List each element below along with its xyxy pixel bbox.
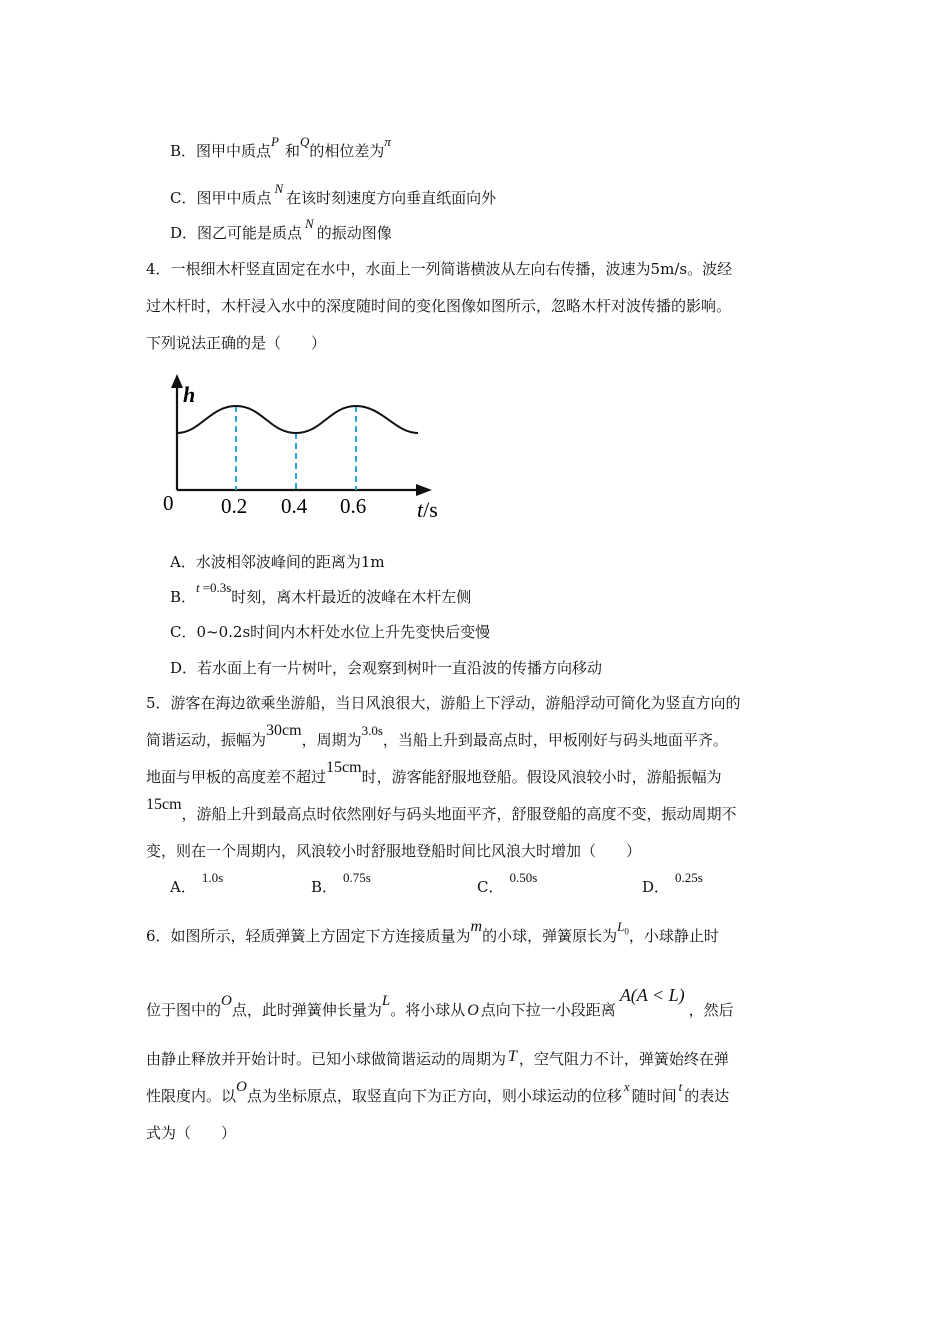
q6-line1-c: ，小球静止时 xyxy=(628,927,719,945)
q6-line1-a: 6．如图所示，轻质弹簧上方固定下方连接质量为 xyxy=(146,927,471,945)
q3-option-d-suffix: 的振动图像 xyxy=(316,224,392,242)
q5-line2 xyxy=(146,722,728,752)
q6-line1-b: 的小球，弹簧原长为 xyxy=(482,927,618,945)
q3-option-c-prefix: C．图甲中质点 xyxy=(170,189,272,207)
q3-option-c xyxy=(170,181,497,210)
var-o-inline: O xyxy=(467,1002,479,1019)
q4-option-d: D．若水面上有一片树叶，会观察到树叶一直沿波的传播方向移动 xyxy=(170,659,603,677)
var-l: L xyxy=(381,993,391,1009)
q6-line3-b: ，空气阻力不计，弹簧始终在弹 xyxy=(518,1050,729,1068)
x-axis-var: t xyxy=(417,497,424,522)
tick-label-0-4: 0.4 xyxy=(281,494,308,518)
q6-line1 xyxy=(146,918,719,953)
q4-stem-line1: 4．一根细木杆竖直固定在水中，水面上一列简谐横波从左向右传播，波速为5m/s。波经 xyxy=(146,260,733,278)
q5-line3 xyxy=(146,759,722,789)
y-axis-arrow xyxy=(171,374,183,388)
q5-line2-a: 简谐运动，振幅为 xyxy=(146,731,267,749)
q4-option-a: A．水波相邻波峰间的距离为1m xyxy=(170,553,385,571)
var-x: x xyxy=(623,1079,630,1094)
var-q: Q xyxy=(300,134,310,149)
q5-option-b xyxy=(311,870,371,899)
q4-option-b-prefix: B． xyxy=(170,588,197,606)
q3-option-b-prefix: B．图甲中质点 xyxy=(170,142,272,160)
q6-line2-c: 。将小球从 xyxy=(390,1001,466,1019)
q5-option-d-label: D． xyxy=(642,878,670,896)
q5-period: 3.0s xyxy=(361,723,383,738)
var-t: t xyxy=(678,1079,683,1094)
q5-small-amplitude: 15cm xyxy=(146,796,182,813)
q5-option-a-value: 1.0s xyxy=(201,870,224,885)
q4-option-b-suffix: 时刻，离木杆最近的波峰在木杆左侧 xyxy=(231,588,472,606)
q5-amplitude: 30cm xyxy=(266,722,302,739)
q6-line4-b: 点为坐标原点，取竖直向下为正方向，则小球运动的位移 xyxy=(246,1087,622,1105)
var-pi: π xyxy=(384,134,391,149)
var-o: O xyxy=(221,993,232,1009)
q5-option-a-label: A． xyxy=(170,878,196,896)
q6-line4-d: 的表达 xyxy=(684,1087,730,1105)
q6-line5: 式为（ ） xyxy=(146,1124,237,1142)
y-axis-label: h xyxy=(183,382,196,407)
q5-option-d-value: 0.25s xyxy=(675,870,703,885)
q4-option-b-time xyxy=(196,580,231,595)
q3-option-d xyxy=(170,216,392,245)
var-l0 xyxy=(617,919,629,937)
origin-label: 0 xyxy=(163,491,174,515)
depth-curve xyxy=(177,406,418,433)
var-l0-main: L xyxy=(617,919,625,934)
q3-option-d-prefix: D．图乙可能是质点 xyxy=(170,224,303,242)
q4-stem-line2: 过木杆时，木杆浸入水中的深度随时间的变化图像如图所示，忽略木杆对波传播的影响。 xyxy=(146,297,732,315)
q4-option-b xyxy=(170,580,472,609)
q5-line3-b: 时，游客能舒服地登船。假设风浪较小时，游船振幅为 xyxy=(361,768,722,786)
q5-option-c-label: C． xyxy=(477,878,504,896)
q5-line3-a: 地面与甲板的高度差不超过 xyxy=(146,768,327,786)
q6-line2-e: ，然后 xyxy=(688,1001,734,1019)
q5-line1: 5．游客在海边欲乘坐游船，当日风浪很大，游船上下浮动，游船浮动可简化为竖直方向的 xyxy=(146,694,741,712)
q4-option-b-eq: =0.3s xyxy=(202,580,232,595)
q3-option-c-suffix: 在该时刻速度方向垂直纸面向外 xyxy=(286,189,497,207)
x-axis-arrow xyxy=(416,484,432,496)
q5-line5: 变，则在一个周期内，风浪较小时舒服地登船时间比风浪大时增加（ ） xyxy=(146,842,642,860)
q5-height-diff: 15cm xyxy=(326,759,362,776)
q6-line2-b: 点，此时弹簧伸长量为 xyxy=(231,1001,382,1019)
x-axis-label xyxy=(417,497,438,522)
var-t: t xyxy=(196,580,200,595)
var-l0-sub: 0 xyxy=(624,926,629,937)
q5-option-d xyxy=(642,870,703,899)
var-p: P xyxy=(271,134,279,149)
tick-label-0-2: 0.2 xyxy=(221,494,248,518)
q6-line3 xyxy=(146,1048,729,1071)
q5-option-b-label: B． xyxy=(311,878,338,896)
q4-stem-line3: 下列说法正确的是（ ） xyxy=(146,334,327,352)
var-m: m xyxy=(470,918,483,935)
tick-label-0-6: 0.6 xyxy=(340,494,367,518)
q5-line4 xyxy=(146,796,737,826)
q4-depth-time-graph xyxy=(150,370,450,530)
q6-line3-a: 由静止释放并开始计时。已知小球做简谐运动的周期为 xyxy=(146,1050,507,1068)
var-n: N xyxy=(274,181,284,196)
q3-option-b xyxy=(170,134,391,163)
q5-line2-c: ，当船上升到最高点时，甲板刚好与码头地面平齐。 xyxy=(382,731,728,749)
q6-line4-a: 性限度内。以 xyxy=(146,1087,237,1105)
q6-line2-a: 位于图中的 xyxy=(146,1001,222,1019)
x-axis-unit: /s xyxy=(423,497,438,522)
q3-option-b-suffix: 的相位差为 xyxy=(309,142,385,160)
q6-line2 xyxy=(146,985,734,1022)
q6-line4-c: 随时间 xyxy=(631,1087,677,1105)
q5-option-c xyxy=(477,870,538,899)
q5-option-a xyxy=(170,870,224,899)
q6-line4 xyxy=(146,1079,730,1108)
q5-line2-b: ，周期为 xyxy=(301,731,362,749)
q5-option-b-value: 0.75s xyxy=(343,870,371,885)
var-o: O xyxy=(236,1079,247,1095)
var-a-condition: A(A < L) xyxy=(619,985,685,1005)
q4-option-c: C．0~0.2s时间内木杆处水位上升先变快后变慢 xyxy=(170,623,491,641)
q3-option-b-mid: 和 xyxy=(284,142,300,160)
var-t-period: T xyxy=(508,1048,517,1065)
q5-option-c-value: 0.50s xyxy=(509,870,538,885)
q5-line4-b: ，游船上升到最高点时依然刚好与码头地面平齐，舒服登船的高度不变，振动周期不 xyxy=(181,805,737,823)
q6-line2-d: 点向下拉一小段距离 xyxy=(480,1001,616,1019)
var-n: N xyxy=(305,216,314,231)
